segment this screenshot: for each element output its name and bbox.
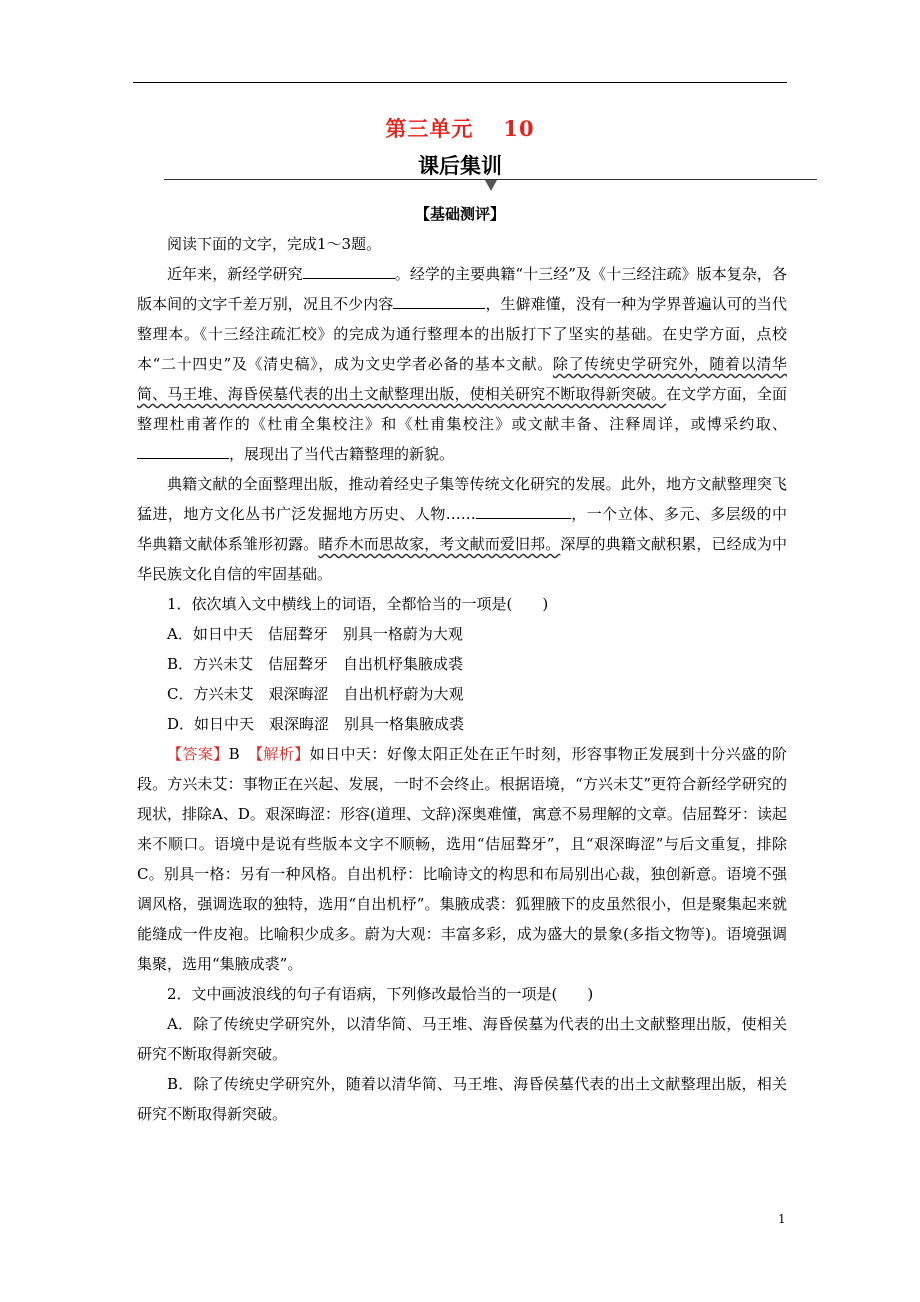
question-2-option-a: A．除了传统史学研究外，以清华简、马王堆、海昏侯墓为代表的出土文献整理出版，使相关研究不断取得新突破。: [137, 1015, 787, 1063]
question-2-stem: 2．文中画波浪线的句子有语病，下列修改最恰当的一项是( ): [167, 985, 594, 1003]
question-1-option-b: B．方兴未艾 佶屈聱牙 自出机杼集腋成裘: [167, 655, 464, 673]
question-1-answer: [137, 739, 787, 979]
passage-paragraph-1: 近年来，新经学研究 。经学的主要典籍“十三经”及《十三经注疏》版本复杂，各版本间的文字千差万别，况且不少内容 ，生僻难懂，没有一种为学界普遍认可的当代整理本。《十三经注疏汇校》的完成为通行整理本的出版打下了坚实的基础。在史学方面，点校本“二十四史”及《清史稿》，成为文史学者必备的基本文献。除了传统史学研究外，随着以清华简、马王堆、海昏侯墓代表的出土文献整理出版，使相关研究不断取得新突破。在文学方面，全面整理杜甫著作的《杜甫全集校注》和《杜甫集校注》或文献丰备、注释周详，或博采约取、，展现出了当代古籍整理的新貌。: [137, 259, 787, 469]
lesson-number: 10: [503, 116, 535, 141]
analysis-label: 【解析】: [255, 745, 310, 763]
question-2-option-b: B．除了传统史学研究外，随着以清华简、马王堆、海昏侯墓代表的出土文献整理出版，相关研究不断取得新突破。: [137, 1075, 787, 1123]
passage-paragraph-2: 典籍文献的全面整理出版，推动着经史子集等传统文化研究的发展。此外，地方文献整理突飞猛进，地方文化丛书广泛发掘地方历史、人物…… ，一个立体、多元、多层级的中华典籍文献体系雏形初露。睹乔木而思故家，考文献而爱旧邦。深厚的典籍文献积累，已经成为中华民族文化自信的牢固基础。: [137, 475, 787, 583]
triangle-down-icon: [485, 180, 497, 191]
fill-blank: [476, 500, 571, 519]
header-rule: [133, 82, 787, 83]
fill-blank: [393, 290, 485, 309]
wavy-underlined-sentence: 睹乔木而思故家，考文献而爱旧邦。: [318, 535, 561, 553]
question-1-option-d: D．如日中天 艰深晦涩 别具一格集腋成裘: [167, 715, 465, 733]
passage-intro: 阅读下面的文字，完成1～3题。: [167, 235, 382, 253]
unit-title: [0, 113, 920, 143]
section-title: 【基础测评】: [414, 205, 505, 223]
page-number: 1: [778, 1212, 786, 1226]
unit-label: 第三单元: [385, 116, 474, 141]
fill-blank: [303, 260, 395, 279]
fill-blank: [137, 440, 229, 459]
analysis-text: 如日中天：好像太阳正处在正午时刻，形容事物正发展到十分兴盛的阶段。方兴未艾：事物正在兴起、发展，一时不会终止。根据语境，“方兴未艾”更符合新经学研究的现状，排除A、D。艰深晦涩：形容(道理、文辞)深奥难懂，寓意不易理解的文章。佶屈聱牙：读起来不顺口。语境中是说有些版本文字不顺畅，选用“佶屈聱牙”，且“艰深晦涩”与后文重复，排除C。别具一格：另有一种风格。自出机杼：比喻诗文的构思和布局别出心裁，独创新意。语境不强调风格，强调选取的独特，选用“自出机杼”。集腋成裘：狐狸腋下的皮虽然很小，但是聚集起来就能缝成一件皮袍。比喻积少成多。蔚为大观：丰富多彩，成为盛大的景象(多指文物等)。语境强调集聚，选用“集腋成裘”。: [137, 745, 787, 973]
page-title: 课后集训: [418, 153, 502, 178]
answer-label: 【答案】: [167, 745, 229, 763]
document-body: [137, 229, 787, 1129]
answer-value: B: [228, 745, 240, 763]
question-1-option-a: A．如日中天 佶屈聱牙 别具一格蔚为大观: [167, 625, 463, 643]
wavy-underlined-sentence: 除了传统史学研究外，随着以清华简、马王堆、海昏侯墓代表的出土文献整理出版，使相关研究不断取得新突破。: [137, 355, 787, 403]
question-1-option-c: C．方兴未艾 艰深晦涩 自出机杼蔚为大观: [167, 685, 464, 703]
question-1-stem: 1．依次填入文中横线上的词语，全都恰当的一项是( ): [167, 595, 549, 613]
